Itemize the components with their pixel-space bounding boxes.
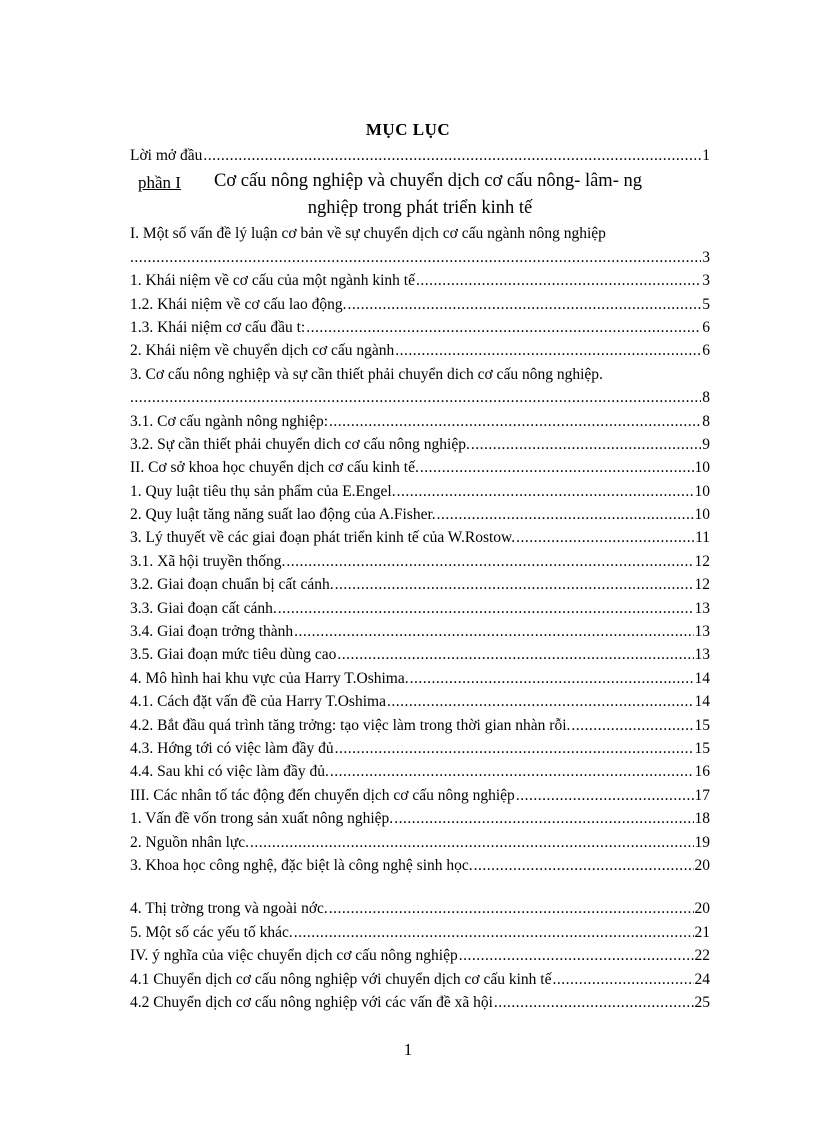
toc-entry-page: 11 — [695, 529, 710, 547]
toc-entry-text: 3.4. Giai đoạn trởng thành — [130, 623, 294, 641]
dot-leader — [329, 410, 701, 433]
dot-leader — [130, 386, 701, 409]
dot-leader — [459, 944, 694, 967]
toc-entry-page: 9 — [702, 435, 710, 453]
toc-entry-page: 19 — [694, 833, 710, 851]
toc-entry — [130, 760, 710, 783]
dot-leader — [494, 991, 694, 1014]
part-label: phần I — [138, 173, 181, 193]
toc-entry — [130, 737, 710, 760]
toc-entry-text: 2. Nguồn nhân lực. — [130, 833, 250, 851]
toc-entry — [130, 690, 710, 713]
dot-leader — [329, 897, 694, 920]
toc-entry-page: 10 — [694, 459, 710, 477]
toc-entry-page: 21 — [694, 923, 710, 941]
dot-leader — [437, 503, 694, 526]
toc-entry-page: 3 — [702, 248, 710, 266]
toc-entry — [130, 831, 710, 854]
toc-entry-page: 25 — [694, 993, 710, 1011]
toc-entry-page: 17 — [694, 786, 710, 804]
toc-entry — [130, 597, 710, 620]
dot-leader — [348, 293, 702, 316]
toc-entry-text: 3.1. Xã hội truyền thống. — [130, 552, 286, 570]
toc-entry-text: 1.2. Khái niệm về cơ cấu lao động. — [130, 295, 347, 313]
toc-entry — [130, 620, 710, 643]
dot-leader — [278, 597, 694, 620]
dot-leader — [286, 550, 693, 573]
toc-entry-text: II. Cơ sở khoa học chuyển dịch cơ cấu kinh tế. — [130, 459, 419, 477]
dot-leader — [395, 339, 701, 362]
toc-entry-list — [130, 222, 710, 1014]
toc-entry-page: 18 — [694, 810, 710, 828]
toc-entry — [130, 807, 710, 830]
toc-entry — [130, 410, 710, 433]
dot-leader — [471, 433, 701, 456]
toc-entry-page: 3 — [702, 272, 710, 290]
toc-entry-text: 5. Một số các yếu tố khác. — [130, 923, 293, 941]
toc-entry-page: 12 — [694, 552, 710, 570]
dot-leader — [250, 831, 693, 854]
table-of-contents — [130, 144, 710, 1014]
toc-title: MỤC LỤC — [365, 120, 451, 139]
dot-leader — [335, 573, 694, 596]
toc-entry — [130, 667, 710, 690]
toc-entry-text: IV. ý nghĩa của việc chuyển dịch cơ cấu nông nghiệp — [130, 947, 458, 965]
dot-leader — [516, 526, 694, 549]
toc-entry — [130, 968, 710, 991]
toc-entry-continuation — [130, 386, 710, 409]
dot-leader — [337, 643, 693, 666]
dot-leader — [552, 968, 693, 991]
toc-entry-page: 1 — [702, 147, 710, 164]
dot-leader — [394, 807, 693, 830]
toc-entry-page: 24 — [694, 970, 710, 988]
toc-entry — [130, 456, 710, 479]
toc-entry — [130, 573, 710, 596]
toc-entry — [130, 363, 710, 386]
toc-entry — [130, 433, 710, 456]
toc-entry-text: 4.2 Chuyển dịch cơ cấu nông nghiệp với các vấn đề xã hội — [130, 993, 493, 1011]
toc-entry-page: 15 — [694, 739, 710, 757]
toc-entry-page: 13 — [694, 623, 710, 641]
dot-leader — [516, 784, 694, 807]
toc-entry-text: 3. Khoa học công nghệ, đặc biệt là công nghệ sinh học. — [130, 856, 473, 874]
toc-entry-text: 3.1. Cơ cấu ngành nông nghiệp: — [130, 412, 329, 430]
toc-entry — [130, 714, 710, 737]
dot-leader — [420, 456, 694, 479]
toc-entry — [130, 944, 710, 967]
toc-entry — [130, 269, 710, 292]
toc-entry-page: 12 — [694, 576, 710, 594]
toc-entry — [130, 921, 710, 944]
dot-leader — [335, 737, 694, 760]
toc-entry-page: 10 — [694, 506, 710, 524]
toc-entry — [130, 854, 710, 877]
toc-entry-page: 10 — [694, 482, 710, 500]
toc-entry — [130, 316, 710, 339]
toc-entry-text: 3.5. Giai đoạn mức tiêu dùng cao — [130, 646, 337, 664]
toc-entry — [130, 503, 710, 526]
dot-leader — [387, 690, 694, 713]
toc-entry-text: III. Các nhân tố tác động đến chuyển dịch cơ cấu nông nghiệp — [130, 786, 515, 804]
toc-entry-text: 3.3. Giai đoạn cất cánh. — [130, 599, 277, 617]
toc-entry-text: 4. Thị trờng trong và ngoài nớc. — [130, 900, 328, 918]
dot-leader — [294, 921, 694, 944]
dot-leader — [306, 316, 701, 339]
toc-entry-page: 22 — [694, 947, 710, 965]
toc-entry-intro — [130, 144, 710, 167]
toc-entry — [130, 480, 710, 503]
toc-entry-continuation — [130, 246, 710, 269]
toc-entry-text: 1. Khái niệm về cơ cấu của một ngành kinh tế — [130, 272, 415, 290]
toc-entry-page: 6 — [702, 318, 710, 336]
toc-entry-text: 2. Quy luật tăng năng suất lao động của A.Fisher. — [130, 506, 436, 524]
dot-leader — [294, 620, 693, 643]
toc-entry-page: 13 — [694, 599, 710, 617]
toc-entry — [130, 784, 710, 807]
toc-entry-page: 13 — [694, 646, 710, 664]
toc-entry-text: 4.1. Cách đặt vấn đề của Harry T.Oshima — [130, 693, 386, 711]
toc-entry-text: 3. Lý thuyết về các giai đoạn phát triển kinh tế của W.Rostow. — [130, 529, 516, 547]
page-number: 1 — [403, 1040, 413, 1059]
toc-entry — [130, 293, 710, 316]
dot-leader — [410, 667, 694, 690]
toc-entry-page: 20 — [694, 856, 710, 874]
dot-leader — [571, 714, 693, 737]
toc-entry — [130, 339, 710, 362]
toc-entry-text: 1. Vấn đề vốn trong sản xuất nông nghiệp. — [130, 810, 394, 828]
toc-entry-page: 8 — [702, 389, 710, 407]
toc-entry-text: 3.2. Sự cần thiết phải chuyển dich cơ cấu nông nghiệp. — [130, 435, 470, 453]
toc-entry-text: 4.2. Bắt đầu quá trình tăng trởng: tạo việc làm trong thời gian nhàn rỗi. — [130, 716, 571, 734]
toc-entry-text: 1. Quy luật tiêu thụ sản phẩm của E.Engel. — [130, 482, 396, 500]
toc-entry-page: 14 — [694, 669, 710, 687]
toc-entry-page: 14 — [694, 693, 710, 711]
dot-leader — [130, 246, 701, 269]
dot-leader — [416, 269, 701, 292]
toc-entry-page: 15 — [694, 716, 710, 734]
dot-leader — [330, 760, 694, 783]
part-heading — [130, 168, 710, 222]
toc-entry-text: 4.4. Sau khi có việc làm đầy đủ. — [130, 763, 329, 781]
toc-entry-text: 3.2. Giai đoạn chuẩn bị cất cánh. — [130, 576, 334, 594]
toc-entry — [130, 897, 710, 920]
toc-entry-page: 16 — [694, 763, 710, 781]
toc-entry — [130, 991, 710, 1014]
toc-entry-page: 20 — [694, 900, 710, 918]
toc-entry-text: 2. Khái niệm về chuyển dịch cơ cấu ngành — [130, 342, 395, 360]
toc-entry-page: 8 — [702, 412, 710, 430]
toc-entry — [130, 526, 710, 549]
toc-entry — [130, 643, 710, 666]
toc-entry-text: 4.1 Chuyển dịch cơ cấu nông nghiệp với chuyển dịch cơ cấu kinh tế — [130, 970, 552, 988]
toc-entry-text: 4. Mô hình hai khu vực của Harry T.Oshima. — [130, 669, 409, 687]
dot-leader — [397, 480, 694, 503]
toc-entry-text: Lời mở đầu — [130, 147, 203, 164]
dot-leader — [203, 144, 701, 167]
part-title-line2: nghiệp trong phát triển kinh tế — [307, 198, 533, 219]
toc-entry-page: 5 — [702, 295, 710, 313]
toc-entry — [130, 550, 710, 573]
dot-leader — [474, 854, 694, 877]
toc-entry-text: 4.3. Hớng tới có việc làm đầy đủ — [130, 739, 334, 757]
part-title-line1: Cơ cấu nông nghiệp và chuyển dịch cơ cấu nông- lâm- ng — [214, 171, 642, 192]
toc-entry-text: 3. Cơ cấu nông nghiệp và sự cần thiết phải chuyển dich cơ cấu nông nghiệp. — [130, 365, 603, 383]
toc-entry-text: I. Một số vấn đề lý luận cơ bản về sự chuyển dịch cơ cấu ngành nông nghiệp — [130, 225, 606, 243]
toc-entry-page: 6 — [702, 342, 710, 360]
toc-entry-text: 1.3. Khái niệm cơ cấu đầu t: — [130, 318, 306, 336]
toc-entry — [130, 222, 710, 245]
